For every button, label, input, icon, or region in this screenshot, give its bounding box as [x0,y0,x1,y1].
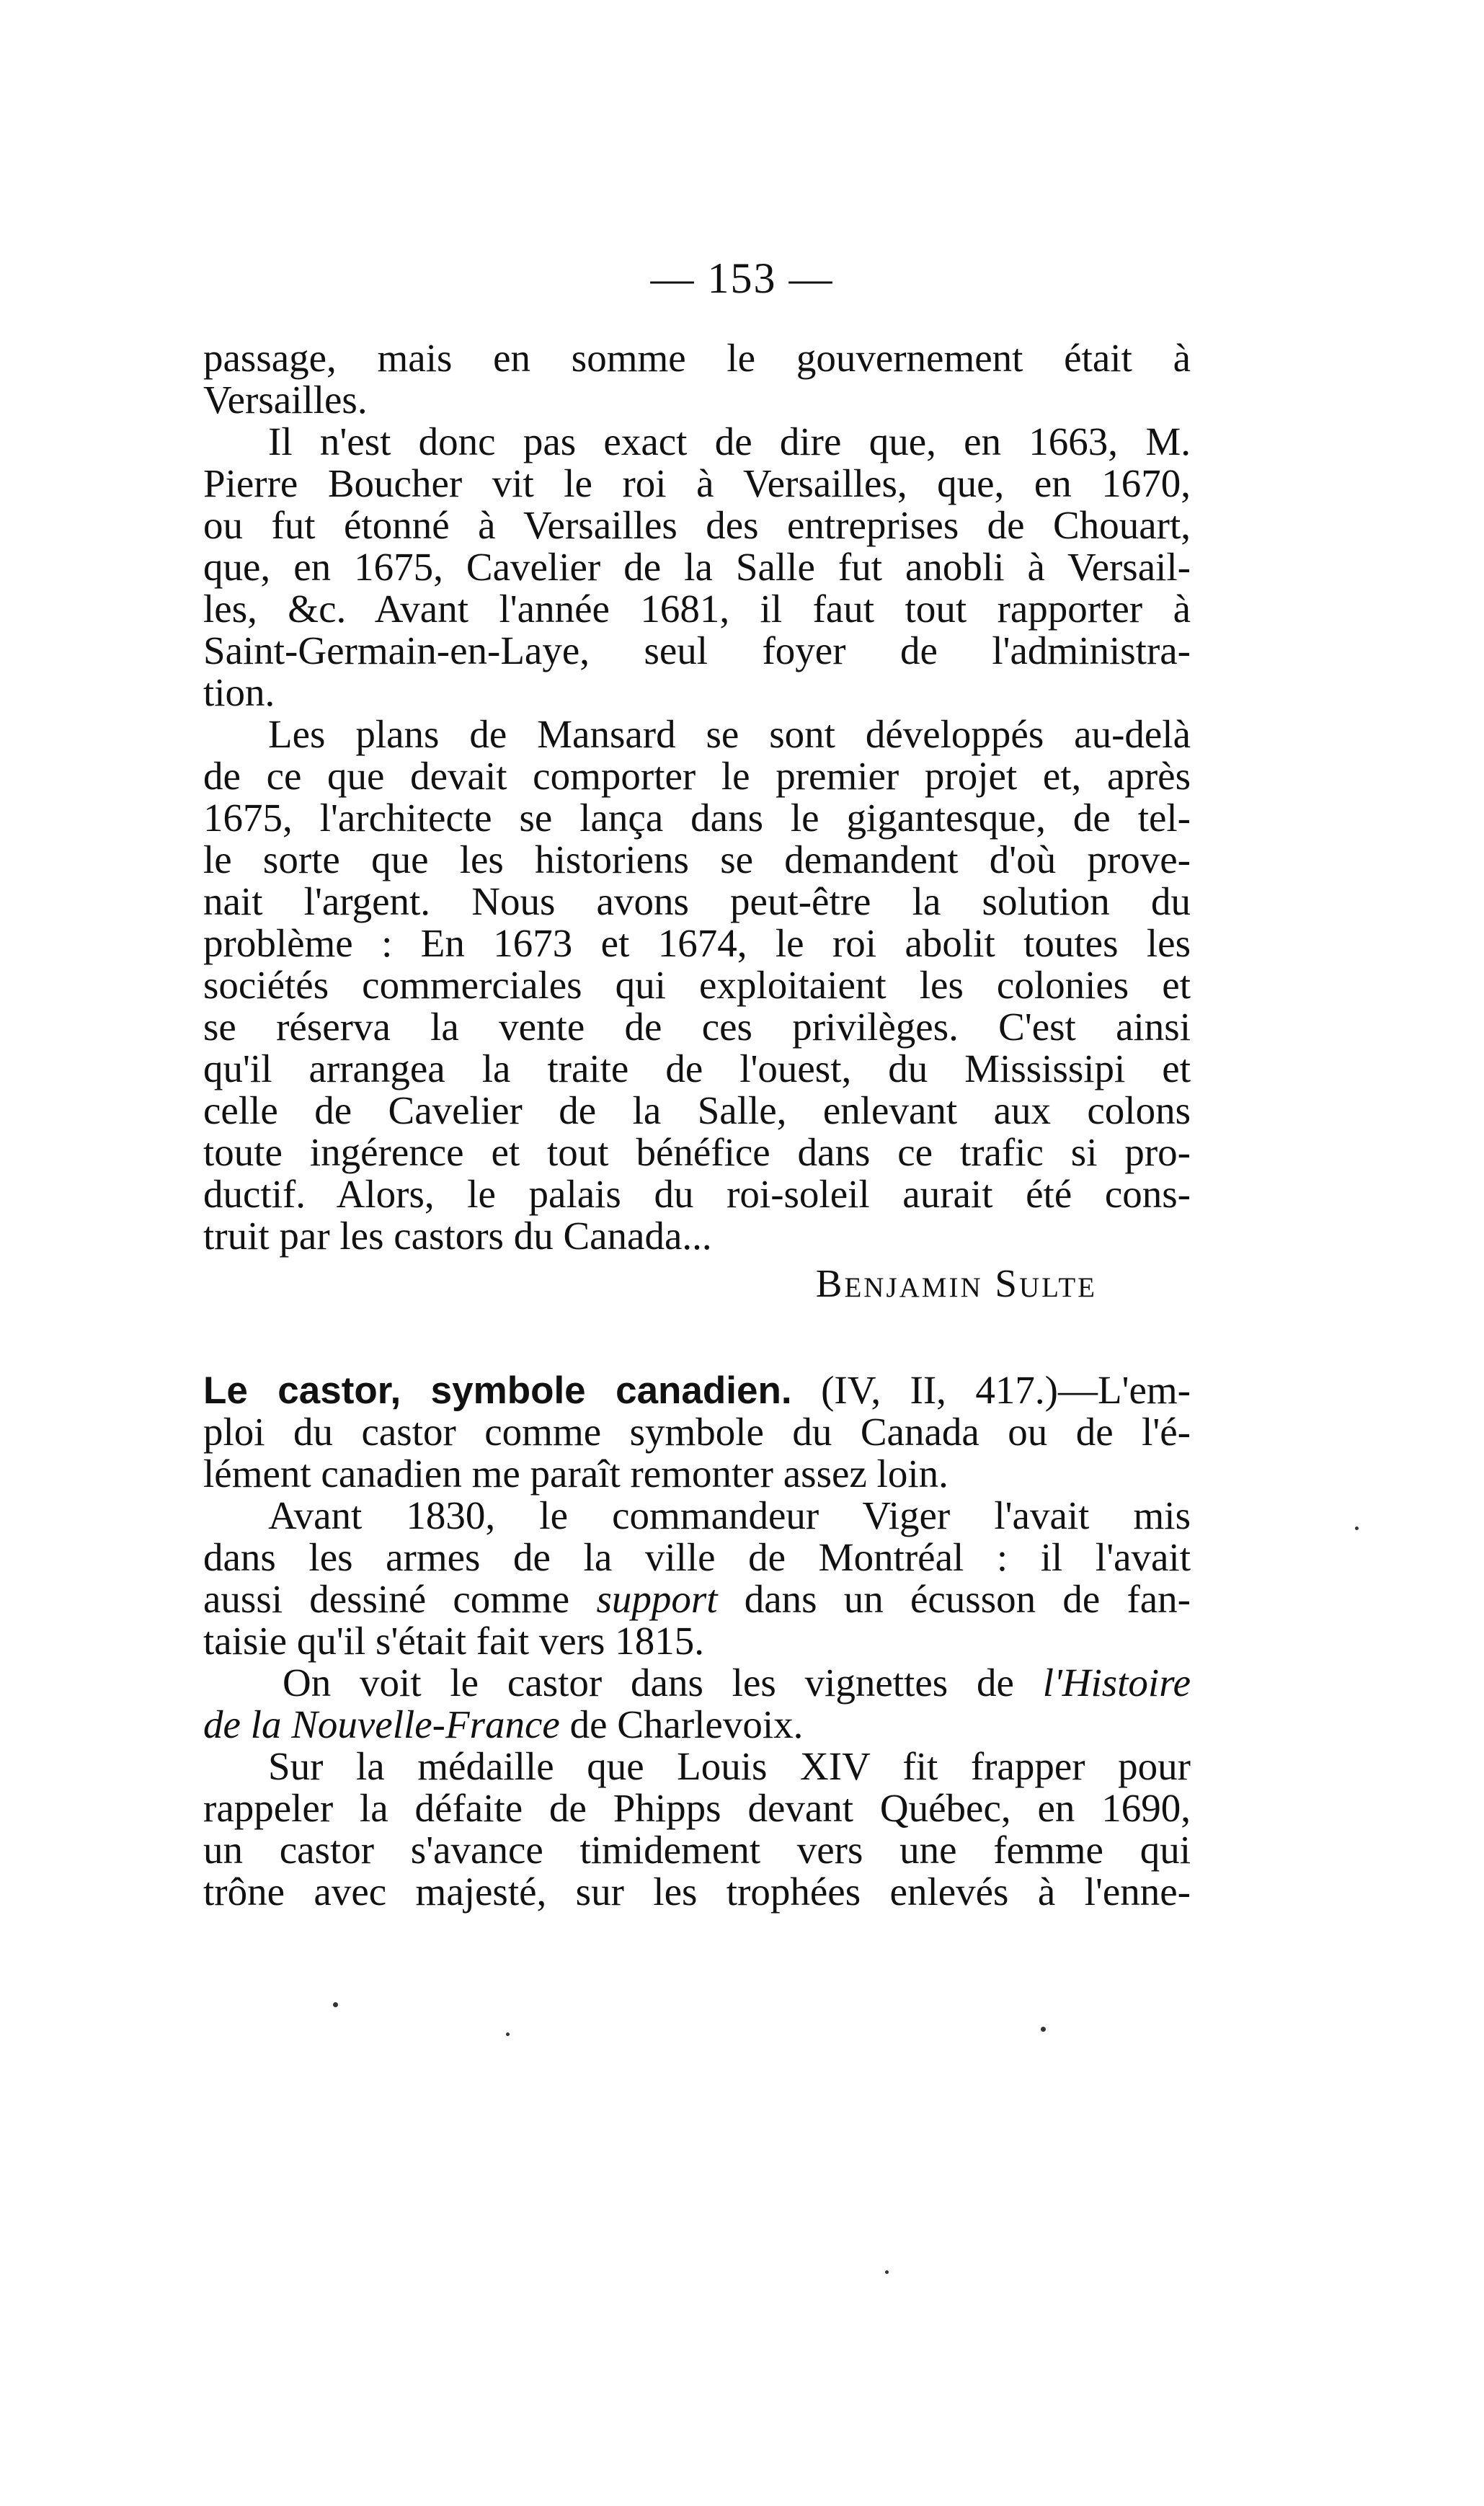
text-fragment: On voit le castor dans les vignettes de [283,1661,1043,1705]
text-fragment: dans un écusson de fan- [717,1577,1191,1621]
text-line: un castor s'avance timidement vers une femme qui [203,1828,1191,1872]
author-signature: Benjamin Sulte [815,1261,1097,1305]
text-line: que, en 1675, Cavelier de la Salle fut anobli à Versail- [203,545,1191,589]
text-line: le sorte que les historiens se demandent d'où prove- [203,837,1191,881]
text-line: truit par les castors du Canada... [203,1214,712,1258]
scan-speck [1355,1527,1359,1530]
section-heading-line [203,1369,1191,1411]
text-fragment: de Charlevoix. [559,1702,804,1746]
text-line: rappeler la défaite de Phipps devant Québec, en 1690, [203,1786,1191,1830]
text-line: passage, mais en somme le gouvernement était à [203,336,1191,380]
section-beaver-symbol [203,1369,1191,1913]
section-heading: Le castor, symbole canadien. [203,1369,792,1412]
text-line: ploi du castor comme symbole du Canada ou de l'é- [203,1410,1191,1454]
text-line: dans les armes de la ville de Montréal : il l'avait [203,1535,1191,1579]
text-line: Sur la médaille que Louis XIV fit frapper pour [268,1744,1191,1788]
text-line: taisie qu'il s'était fait vers 1815. [203,1619,704,1663]
text-line [203,1704,1191,1746]
scan-speck [1041,2027,1046,2032]
text-line: ductif. Alors, le palais du roi-soleil aurait été cons- [203,1172,1191,1216]
text-line: tion. [203,670,275,714]
page-number: — 153 — [650,254,834,302]
text-line [203,1578,1191,1620]
text-line: Les plans de Mansard se sont développés au-delà [268,712,1191,756]
book-title-part: de la Nouvelle-France [203,1702,560,1746]
text-line: celle de Cavelier de la Salle, enlevant aux colons [203,1088,1191,1132]
text-line: de ce que devait comporter le premier projet et, après [203,754,1191,798]
text-line: trône avec majesté, sur les trophées enlevés à l'enne- [203,1870,1191,1914]
text-line: Versailles. [203,378,368,422]
text-line: les, &c. Avant l'année 1681, il faut tout rapporter à [203,587,1191,631]
text-line: Avant 1830, le commandeur Viger l'avait mis [268,1493,1191,1537]
text-line: se réserva la vente de ces privilèges. C'est ainsi [203,1005,1191,1049]
text-line: Saint-Germain-en-Laye, seul foyer de l'administra- [203,628,1191,672]
scan-speck [506,2032,510,2036]
text-line: toute ingérence et tout bénéfice dans ce trafic si pro- [203,1130,1191,1174]
text-line: nait l'argent. Nous avons peut-être la solution du [203,879,1191,923]
text-line: sociétés commerciales qui exploitaient les colonies et [203,963,1191,1007]
italic-term: support [596,1577,718,1621]
text-line: Il n'est donc pas exact de dire que, en 1663, M. [268,419,1191,463]
text-line [203,1662,1191,1704]
text-line: ou fut étonné à Versailles des entreprises de Chouart, [203,503,1191,547]
heading-reference: (IV, II, 417.)—L'em- [791,1368,1191,1412]
section-beaver-economy [203,337,1191,1305]
text-line: 1675, l'architecte se lança dans le gigantesque, de tel- [203,796,1191,840]
text-line: Pierre Boucher vit le roi à Versailles, que, en 1670, [203,461,1191,505]
text-line: problème : En 1673 et 1674, le roi abolit toutes les [203,921,1191,965]
scan-speck [885,2270,889,2274]
text-fragment: aussi dessiné comme [203,1577,597,1621]
book-title-part: l'Histoire [1042,1661,1191,1705]
text-line: lément canadien me paraît remonter assez loin. [203,1452,948,1496]
scan-speck [333,2002,338,2007]
text-line: qu'il arrangea la traite de l'ouest, du Mississipi et [203,1047,1191,1090]
